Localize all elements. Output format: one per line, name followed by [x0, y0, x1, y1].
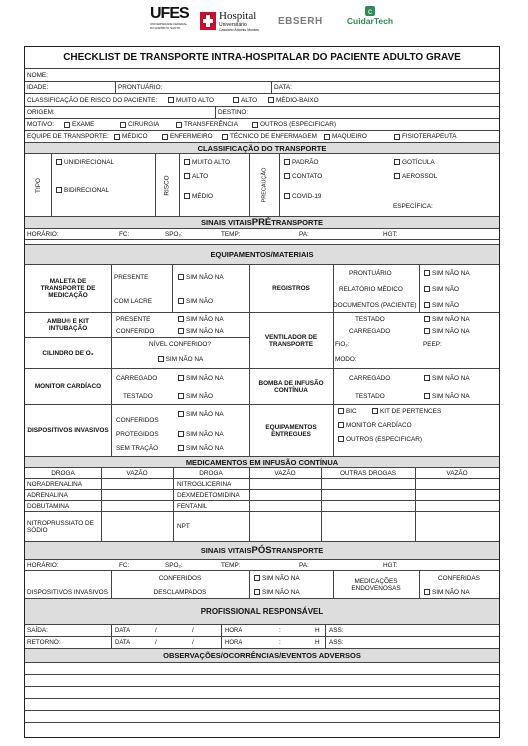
options-text: SIM NÃO NA — [432, 327, 470, 335]
checkbox-icon — [284, 193, 290, 199]
registros-relatorio-options[interactable] — [421, 281, 459, 297]
meds-row — [25, 501, 499, 512]
checkbox-icon — [394, 159, 400, 165]
options-text: SIM NÃO NA — [186, 430, 224, 438]
registros-documentos-label: DOCUMENTOS (PACIENTE) — [333, 301, 417, 309]
classificacao-header: CLASSIFICAÇÃO DO TRANSPORTE — [197, 143, 327, 153]
precaucao-option-covid[interactable] — [281, 190, 321, 202]
monitor-testado-label: TESTADO — [123, 392, 153, 400]
monitor-testado-options[interactable] — [175, 387, 213, 405]
entregues-option-label: OUTROS (ESPECIFICAR) — [346, 435, 422, 443]
checkbox-icon — [184, 193, 190, 199]
motivo-option-label: EXAME — [72, 121, 95, 128]
checkbox-icon — [64, 122, 70, 128]
vitais-pos-hgt[interactable]: HGT: — [383, 561, 398, 569]
checkbox-icon — [178, 316, 184, 322]
bomba-label: BOMBA DE INFUSÃO CONTÍNUA — [258, 379, 324, 394]
hospital-logo-sub2: Cassiano Antonio Moraes — [219, 27, 259, 32]
monitor-carregado-options[interactable] — [175, 369, 224, 387]
nome-row[interactable] — [25, 69, 499, 82]
motivo-label: MOTIVO: — [27, 121, 54, 128]
obs-line[interactable] — [25, 687, 499, 699]
equipe-option-medico[interactable] — [111, 131, 148, 142]
tipo-label-text: TIPO — [34, 177, 42, 193]
meds-drug-right: DEXMEDETOMIDINA — [177, 491, 240, 499]
entregues-option-label: BIC — [346, 407, 357, 415]
ambu-label: AMBU® E KIT INTUBAÇÃO — [47, 318, 89, 332]
checkbox-icon — [372, 408, 378, 414]
precaucao-option-label: COVID-19 — [292, 192, 322, 200]
precaucao-option-aerossol[interactable] — [391, 170, 437, 182]
ufes-logo — [150, 6, 194, 36]
obs-line[interactable] — [25, 711, 499, 723]
bomba-carregada-options[interactable] — [421, 369, 470, 387]
cilindro-label: CILINDRO DE O₂ — [42, 349, 94, 357]
retorno-data-sep: / — [155, 639, 157, 646]
entregues-option-label: KIT DE PERTENCES — [380, 407, 442, 415]
checkbox-icon — [162, 134, 168, 140]
tipo-option-label: BIDIRECIONAL — [64, 186, 110, 194]
checkbox-icon — [222, 134, 228, 140]
profissional-header: PROFISSIONAL RESPONSÁVEL — [200, 607, 324, 616]
pos-conferidos-options[interactable] — [251, 571, 300, 585]
equipe-option-maqueiro[interactable] — [321, 131, 367, 142]
meds-col-header-row — [25, 468, 499, 479]
entregues-option-bic[interactable] — [335, 405, 357, 417]
checkbox-icon — [424, 316, 430, 322]
options-text: SIM NÃO NA — [186, 327, 224, 335]
ambu-presente-options[interactable] — [175, 313, 224, 325]
bomba-carregada-label: CARREGADO — [349, 374, 391, 382]
saida-data-sep: / — [192, 627, 194, 634]
bomba-testada-options[interactable] — [421, 387, 470, 405]
saida-ass-field[interactable]: ASS: — [329, 627, 344, 634]
risco-option-label: MUITO ALTO — [192, 158, 230, 166]
maleta-lacre-options[interactable] — [175, 289, 213, 313]
options-text: SIM NÃO NA — [432, 374, 470, 382]
risco-option-medio[interactable] — [181, 190, 213, 202]
ebserh-logo-text: EBSERH — [278, 15, 323, 27]
retorno-row — [25, 637, 499, 649]
cuidartech-icon — [365, 6, 375, 16]
obs-line[interactable] — [25, 723, 499, 736]
entregues-option-monitor[interactable] — [335, 419, 412, 431]
equipe-option-label: MÉDICO — [122, 133, 148, 140]
meds-col-vazao-3: VAZÃO — [446, 469, 468, 477]
dispositivos-entregues-block — [25, 405, 499, 457]
nome-label: NOME: — [27, 71, 48, 79]
checkbox-icon — [233, 97, 239, 103]
equipe-option-enfermeiro[interactable] — [159, 131, 213, 142]
risco-option-alto[interactable] — [181, 170, 208, 182]
meds-drug-right: NPT — [177, 523, 190, 530]
form-title-row — [25, 47, 499, 69]
meds-col-droga-1: DROGA — [51, 469, 75, 477]
meds-drug-left: NORADRENALINA — [27, 480, 83, 488]
options-text: SIM NÃO NA — [186, 444, 224, 452]
precaucao-label-text: PRECAUÇÃO — [261, 167, 267, 203]
checkbox-icon — [424, 286, 430, 292]
checkbox-icon — [178, 274, 184, 280]
meds-drug-right: NITROGLICERINA — [177, 480, 232, 488]
prontuario-field[interactable]: PRONTUÁRIO: — [118, 84, 163, 91]
risk-option-medio-baixo[interactable] — [265, 94, 319, 106]
options-text: SIM NÃO NA — [432, 392, 470, 400]
maleta-presente-options[interactable] — [175, 265, 224, 289]
checkbox-icon — [56, 159, 62, 165]
ventilador-label: VENTILADOR DE TRANSPORTE — [264, 333, 318, 348]
hospital-logo-sub1: Universitário — [219, 21, 247, 28]
entregues-option-label: MONITOR CARDÍACO — [346, 421, 412, 429]
checkbox-icon — [394, 134, 400, 140]
obs-header: OBSERVAÇÕES/OCORRÊNCIAS/EVENTOS ADVERSOS — [163, 651, 361, 660]
dispositivos-protegidos-label: PROTEGIDOS — [116, 430, 159, 438]
checkbox-icon — [56, 187, 62, 193]
saida-h-label: H — [315, 627, 320, 634]
options-text: SIM NÃO — [186, 392, 213, 400]
options-text: SIM NÃO NA — [165, 355, 204, 363]
checkbox-icon — [268, 97, 274, 103]
ambu-presente-label: PRESENTE — [116, 315, 151, 323]
checkbox-icon — [424, 270, 430, 276]
data-field[interactable]: DATA: — [274, 84, 292, 91]
vitais-pos-fields — [25, 560, 499, 571]
hospital-cross-icon — [200, 12, 216, 30]
obs-header-row — [25, 649, 499, 663]
vitais-pos-header — [25, 542, 499, 559]
equipe-option-tecnico[interactable] — [219, 131, 317, 142]
monitor-carregado-label: CARREGADO — [116, 374, 158, 382]
checkbox-icon — [284, 173, 290, 179]
cuidartech-logo-text: CuidarTech — [346, 16, 394, 26]
dispositivos-conferidos-options[interactable] — [175, 407, 224, 421]
ventilador-carregado-options[interactable] — [421, 325, 470, 337]
risk-label: CLASSIFICAÇÃO DE RISCO DO PACIENTE: — [27, 96, 158, 104]
vitais-pos-spo2[interactable]: SPO₂: — [165, 561, 183, 569]
saida-label: SAÍDA: — [27, 627, 48, 634]
meds-col-vazao-1: VAZÃO — [126, 469, 148, 477]
maleta-presente-label: PRESENTE — [114, 273, 149, 281]
registros-prontuario-options[interactable] — [421, 265, 470, 281]
risco-option-label: ALTO — [192, 172, 209, 180]
vitais-pre-fc[interactable]: FC: — [119, 230, 130, 238]
registros-documentos-options[interactable] — [421, 297, 459, 313]
motivo-option-exame[interactable] — [61, 119, 94, 130]
risco-label-text: RISCO — [163, 174, 171, 196]
classificacao-block — [25, 154, 499, 217]
obs-line[interactable] — [25, 699, 499, 711]
checkbox-icon — [254, 575, 260, 581]
vitais-pre-header-c: TRANSPORTE — [271, 218, 323, 227]
options-text: SIM NÃO NA — [262, 574, 300, 582]
options-text: SIM NÃO NA — [186, 315, 224, 323]
ventilador-carregado-label: CARREGADO — [349, 327, 391, 335]
vitais-pre-header-a: SINAIS VITAIS — [201, 218, 252, 227]
options-text: SIM NÃO NA — [432, 315, 470, 323]
dispositivos-conferidos-label: CONFERIDOS — [116, 416, 159, 424]
idade-field[interactable]: IDADE: — [27, 84, 49, 91]
equipe-option-label: FISIOTERAPEUTA — [402, 133, 457, 140]
risco-label — [155, 154, 179, 216]
checkbox-icon — [424, 375, 430, 381]
vitais-pos-pa[interactable]: PA: — [299, 561, 309, 569]
idade-row — [25, 82, 499, 94]
pos-conferidas-options[interactable] — [421, 585, 470, 599]
checkbox-icon — [178, 431, 184, 437]
ventilador-peep-field[interactable]: PEEP: — [423, 340, 442, 348]
obs-line[interactable] — [25, 675, 499, 687]
meds-row — [25, 512, 499, 542]
checkbox-icon — [424, 589, 430, 595]
dispositivos-protegidos-options[interactable] — [175, 427, 224, 441]
vitais-pos-temp[interactable]: TEMP: — [221, 561, 241, 569]
risk-option-label: MÉDIO-BAIXO — [276, 96, 319, 104]
risk-option-alto[interactable] — [230, 94, 257, 106]
risco-option-muito-alto[interactable] — [181, 156, 230, 168]
risk-row — [25, 94, 499, 107]
motivo-option-label: TRANSFERÊNCIA — [184, 121, 238, 128]
meds-col-outras: OUTRAS DROGAS — [339, 469, 397, 477]
cuidartech-logo — [340, 6, 400, 36]
vitais-pos-fc[interactable]: FC: — [119, 561, 130, 569]
tipo-option-unidirecional[interactable] — [53, 156, 114, 168]
bomba-testada-label: TESTADO — [355, 392, 385, 400]
ufes-logo-text: UFES — [150, 5, 189, 22]
options-text: SIM NÃO — [186, 297, 213, 305]
checkbox-icon — [424, 302, 430, 308]
saida-hora-sep: : — [279, 627, 281, 634]
dispositivos-label: DISPOSITIVOS INVASIVOS — [27, 427, 109, 434]
maleta-registros-block — [25, 265, 499, 313]
precaucao-label — [249, 154, 279, 216]
meds-col-vazao-2: VAZÃO — [274, 469, 296, 477]
equipe-option-label: ENFERMEIRO — [170, 133, 213, 140]
classificacao-header-row — [25, 143, 499, 154]
retorno-h-label: H — [315, 639, 320, 646]
options-text: SIM NÃO NA — [186, 273, 224, 281]
vitais-pre-spo2[interactable]: SPO₂: — [165, 230, 183, 238]
checkbox-icon — [158, 356, 164, 362]
options-text: SIM NÃO — [432, 301, 459, 309]
checkbox-icon — [178, 393, 184, 399]
motivo-option-label: OUTROS (ESPECIFICAR) — [260, 121, 336, 128]
checkbox-icon — [338, 422, 344, 428]
checkbox-icon — [424, 393, 430, 399]
checkbox-icon — [254, 589, 260, 595]
equipe-label: EQUIPE DE TRANSPORTE: — [27, 133, 109, 140]
hospital-logo-text: Hospital — [219, 9, 257, 22]
svg-text:c: c — [368, 7, 372, 16]
vitais-pre-header-b: PRÉ — [251, 217, 272, 228]
origem-row — [25, 107, 499, 119]
dispositivos-sem-tracao-label: SEM TRAÇÃO — [116, 444, 159, 452]
pos-dispositivos-label: DISPOSITIVOS INVASIVOS — [27, 588, 108, 596]
vitais-pos-horario[interactable]: HORÁRIO: — [27, 561, 59, 569]
meds-row — [25, 490, 499, 501]
risk-option-label: MUITO ALTO — [176, 96, 214, 104]
meds-col-droga-2: DROGA — [199, 469, 223, 477]
dispositivos-sem-tracao-options[interactable] — [175, 441, 224, 455]
equip-header-row — [25, 245, 499, 265]
vitais-pre-temp[interactable]: TEMP: — [221, 230, 241, 238]
checkbox-icon — [178, 375, 184, 381]
retorno-hora-label: HORA — [225, 639, 243, 646]
vitais-pre-pa[interactable]: PA: — [299, 230, 309, 238]
checkbox-icon — [178, 411, 184, 417]
entregues-option-kit[interactable] — [369, 405, 441, 417]
entregues-label: EQUIPAMENTOS ENTREGUES — [265, 423, 317, 438]
registros-relatorio-label: RELATÓRIO MÉDICO — [339, 285, 403, 293]
precaucao-option-contato[interactable] — [281, 170, 322, 182]
retorno-label: RETORNO: — [27, 639, 61, 646]
risk-option-label: ALTO — [241, 96, 258, 104]
meds-drug-right: FENTANIL — [177, 502, 208, 510]
options-text: SIM NÃO NA — [262, 588, 300, 596]
meds-header: MEDICAMENTOS EM INFUSÃO CONTÍNUA — [185, 457, 339, 467]
meds-header-row — [25, 457, 499, 468]
checkbox-icon — [178, 328, 184, 334]
ambu-ventilador-block — [25, 313, 499, 369]
checkbox-icon — [184, 173, 190, 179]
cilindro-nivel-options[interactable] — [111, 351, 249, 367]
risk-option-muito-alto[interactable] — [165, 94, 214, 106]
saida-data-label: DATA — [115, 627, 131, 634]
precaucao-option-label: CONTATO — [292, 172, 323, 180]
vitais-pre-horario[interactable]: HORÁRIO: — [27, 230, 59, 238]
checkbox-icon — [338, 436, 344, 442]
checkbox-icon — [178, 445, 184, 451]
saida-data-sep: / — [155, 627, 157, 634]
vitais-pos-header-row — [25, 542, 499, 560]
precaucao-option-label: AEROSSOL — [402, 172, 438, 180]
ambu-conferido-label: CONFERIDO — [116, 327, 155, 335]
ventilador-modo-field[interactable]: MODO: — [335, 355, 357, 363]
motivo-option-outros[interactable] — [249, 119, 336, 130]
ventilador-testado-options[interactable] — [421, 313, 470, 325]
hospital-logo — [200, 6, 272, 36]
ufes-logo-subtext: UNIVERSIDADE FEDERAL DO ESPÍRITO SANTO — [150, 22, 188, 30]
equipe-row — [25, 131, 499, 143]
saida-row — [25, 625, 499, 637]
origem-field[interactable]: ORIGEM: — [27, 109, 55, 116]
cilindro-nivel-label: NÍVEL CONFERIDO? — [149, 340, 211, 348]
equip-header: EQUIPAMENTOS/MATERIAIS — [210, 250, 314, 259]
maleta-lacre-label: COM LACRE — [114, 297, 152, 305]
destino-field[interactable]: DESTINO: — [218, 109, 249, 116]
vitais-pos-devices-block — [25, 571, 499, 599]
maleta-label: MALETA DE TRANSPORTE DE MEDICAÇÃO — [40, 278, 96, 299]
equipe-option-label: MAQUEIRO — [332, 133, 367, 140]
checkbox-icon — [176, 122, 182, 128]
entregues-option-outros[interactable] — [335, 433, 422, 445]
options-text: SIM NÃO NA — [432, 588, 470, 596]
tipo-option-bidirecional[interactable] — [53, 184, 109, 196]
precaucao-option-goticula[interactable] — [391, 156, 435, 168]
pos-desclampados-options[interactable] — [251, 585, 300, 599]
pos-desclampados-label: DESCLAMPADOS — [153, 588, 207, 596]
checkbox-icon — [184, 159, 190, 165]
checkbox-icon — [178, 298, 184, 304]
motivo-option-cirurgia[interactable] — [117, 119, 159, 130]
checkbox-icon — [252, 122, 258, 128]
pos-medicacoes-label: MEDICAÇÕES ENDOVENOSAS — [351, 577, 401, 592]
logo-bar — [0, 6, 528, 40]
vitais-pos-header-c: TRANSPORTE — [271, 546, 324, 555]
meds-drug-left: ADRENALINA — [27, 491, 68, 499]
motivo-option-label: CIRURGIA — [128, 121, 160, 128]
tipo-label — [25, 154, 51, 216]
pos-conferidas-label: CONFERIDAS — [438, 574, 480, 582]
vitais-pos-header-b: PÓS — [251, 545, 272, 556]
registros-prontuario-label: PRONTUÁRIO — [349, 269, 392, 277]
checkbox-icon — [338, 408, 344, 414]
tipo-option-label: UNIDIRECIONAL — [64, 158, 115, 166]
precaucao-option-label: GOTÍCULA — [402, 158, 435, 166]
ventilador-testado-label: TESTADO — [355, 315, 385, 323]
meds-row — [25, 479, 499, 490]
equipe-option-fisioterapeuta[interactable] — [391, 131, 457, 142]
options-text: SIM NÃO NA — [186, 374, 224, 382]
ventilador-fio2-field[interactable]: FiO₂: — [335, 340, 350, 348]
form-title: CHECKLIST DE TRANSPORTE INTRA-HOSPITALAR DO PACIENTE ADULTO GRAVE — [63, 52, 461, 63]
retorno-data-sep: / — [192, 639, 194, 646]
options-text: SIM NÃO — [432, 285, 459, 293]
monitor-bomba-block — [25, 369, 499, 405]
checkbox-icon — [394, 173, 400, 179]
checkbox-icon — [424, 328, 430, 334]
pos-conferidos-label: CONFERIDOS — [158, 574, 202, 582]
motivo-row — [25, 119, 499, 131]
meds-drug-left: DOBUTAMINA — [27, 502, 70, 510]
checkbox-icon — [284, 159, 290, 165]
options-text: SIM NÃO NA — [432, 269, 470, 277]
registros-label: REGISTROS — [272, 285, 310, 292]
vitais-pre-fields — [25, 229, 499, 240]
checkbox-icon — [324, 134, 330, 140]
checkbox-icon — [168, 97, 174, 103]
options-text: SIM NÃO NA — [186, 410, 224, 418]
retorno-ass-field[interactable]: ASS: — [329, 639, 344, 646]
checkbox-icon — [114, 134, 120, 140]
profissional-header-row — [25, 599, 499, 625]
precaucao-option-label: PADRÃO — [292, 158, 319, 166]
retorno-hora-sep: : — [279, 639, 281, 646]
motivo-option-transferencia[interactable] — [173, 119, 238, 130]
monitor-label: MONITOR CARDÍACO — [34, 383, 102, 390]
retorno-data-label: DATA — [115, 639, 131, 646]
precaucao-especifica[interactable]: ESPECÍFICA: — [393, 202, 433, 210]
checklist-form — [24, 46, 500, 738]
risco-option-label: MÉDIO — [192, 192, 213, 200]
ambu-conferido-options[interactable] — [175, 325, 224, 337]
precaucao-option-padrao[interactable] — [281, 156, 319, 168]
vitais-pre-hgt[interactable]: HGT: — [383, 230, 398, 238]
obs-line[interactable] — [25, 663, 499, 675]
saida-hora-label: HORA — [225, 627, 243, 634]
vitais-pre-header — [25, 217, 499, 228]
vitais-pos-header-a: SINAIS VITAIS — [200, 546, 252, 555]
vitais-pre-header-row — [25, 217, 499, 229]
ebserh-logo — [278, 6, 336, 36]
checkbox-icon — [120, 122, 126, 128]
meds-drug-left: NITROPRUSSIATO DE SÓDIO — [27, 519, 94, 534]
equipe-option-label: TÉCNICO DE ENFERMAGEM — [230, 133, 317, 140]
